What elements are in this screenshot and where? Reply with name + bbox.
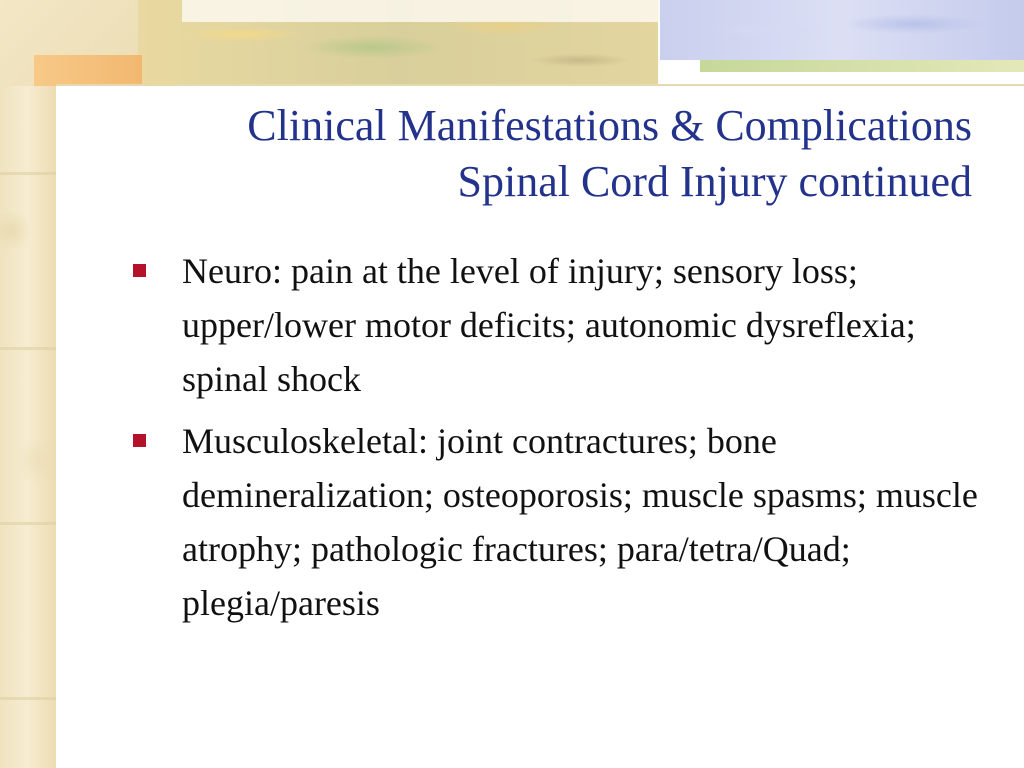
banner-divider [56, 84, 1024, 86]
bullet-item-musculoskeletal [130, 414, 990, 630]
banner-green-bar [700, 60, 1024, 72]
bullet-item-neuro [130, 244, 990, 406]
square-bullet-icon [133, 434, 146, 447]
bullet-text-musculoskeletal: Musculoskeletal: joint contractures; bone demineralization; osteoporosis; muscle spasms; muscle atrophy; pathologic fractures; para/tetra/Quad; plegia/paresis [182, 421, 978, 623]
banner-blue-image [660, 0, 1024, 60]
bullet-text-neuro: Neuro: pain at the level of injury; sensory loss; upper/lower motor deficits; autonomic dysreflexia; spinal shock [182, 251, 916, 399]
bullet-list [130, 244, 990, 638]
header-banner [0, 0, 1024, 86]
square-bullet-icon [133, 264, 146, 277]
banner-orange-bar [34, 55, 142, 86]
banner-highlight-box [182, 0, 672, 22]
slide-title-line-1: Clinical Manifestations & Complications [247, 101, 972, 150]
slide-title-line-2: Spinal Cord Injury continued [457, 157, 972, 206]
left-decorative-strip [0, 0, 56, 768]
slide-title [92, 98, 972, 210]
